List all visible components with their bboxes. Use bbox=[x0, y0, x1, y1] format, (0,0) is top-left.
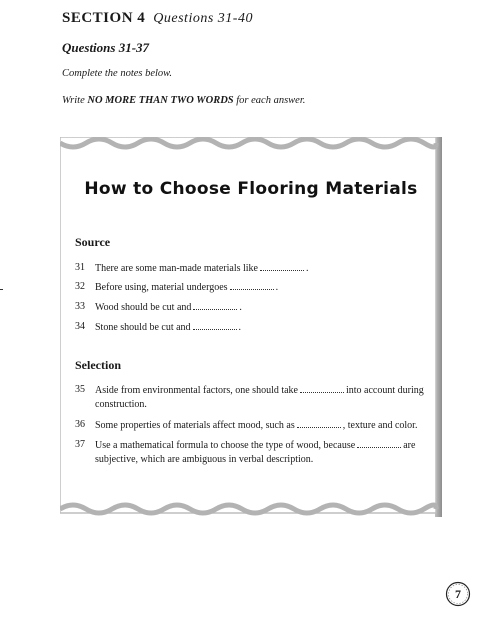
page-number-badge bbox=[445, 581, 471, 607]
instruction-emphasis: NO MORE THAN TWO WORDS bbox=[87, 95, 234, 106]
question-number: 31 bbox=[75, 262, 85, 273]
question-text: Some properties of materials affect mood, such as bbox=[95, 420, 295, 431]
answer-blank[interactable] bbox=[260, 261, 304, 271]
question-32 bbox=[75, 280, 427, 295]
question-number: 37 bbox=[75, 439, 85, 450]
answer-blank[interactable] bbox=[357, 438, 401, 448]
question-34 bbox=[75, 320, 427, 335]
instruction-complete-notes: Complete the notes below. bbox=[62, 68, 173, 79]
question-text-after: . bbox=[305, 263, 309, 274]
answer-blank[interactable] bbox=[297, 418, 341, 428]
question-text-after: . bbox=[275, 282, 279, 293]
question-text: Before using, material undergoes bbox=[95, 282, 228, 293]
question-35 bbox=[75, 383, 427, 412]
instruction-prefix: Write bbox=[62, 95, 85, 106]
section-heading bbox=[62, 10, 253, 27]
question-text: There are some man-made materials like bbox=[95, 263, 258, 274]
question-text-after: into account during construction. bbox=[95, 385, 424, 410]
question-number: 32 bbox=[75, 281, 85, 292]
page-number: 7 bbox=[455, 587, 461, 601]
margin-mark bbox=[0, 289, 3, 290]
question-text-after: . bbox=[239, 302, 242, 313]
question-33 bbox=[75, 300, 427, 315]
section-label: SECTION 4 bbox=[62, 10, 146, 26]
question-number: 33 bbox=[75, 301, 85, 312]
answer-blank[interactable] bbox=[300, 383, 344, 393]
source-heading: Source bbox=[75, 235, 111, 249]
instruction-suffix: for each answer. bbox=[236, 95, 306, 106]
question-text-after: . bbox=[238, 322, 242, 333]
question-number: 35 bbox=[75, 384, 85, 395]
question-text-after: , texture and color. bbox=[342, 420, 418, 431]
question-text: Aside from environmental factors, one should take bbox=[95, 385, 298, 396]
sub-heading: Questions 31-37 bbox=[62, 40, 150, 55]
answer-blank[interactable] bbox=[230, 280, 274, 290]
question-36 bbox=[75, 418, 427, 433]
question-range: Questions 31-40 bbox=[153, 11, 253, 26]
selection-heading: Selection bbox=[75, 358, 121, 372]
question-number: 36 bbox=[75, 419, 85, 430]
answer-blank[interactable] bbox=[193, 300, 237, 310]
card-title: How to Choose Flooring Materials bbox=[84, 179, 418, 199]
question-text: Wood should be cut and bbox=[95, 302, 192, 313]
answer-blank[interactable] bbox=[193, 320, 237, 330]
question-31 bbox=[75, 261, 427, 276]
question-number: 34 bbox=[75, 321, 85, 332]
question-37 bbox=[75, 438, 427, 467]
question-text: Stone should be cut and bbox=[95, 322, 191, 333]
instruction-word-limit bbox=[62, 95, 305, 106]
notes-card bbox=[60, 137, 442, 517]
question-text-after: are subjective, which are ambiguous in verbal description. bbox=[95, 440, 416, 465]
question-text: Use a mathematical formula to choose the type of wood, because bbox=[95, 440, 356, 451]
